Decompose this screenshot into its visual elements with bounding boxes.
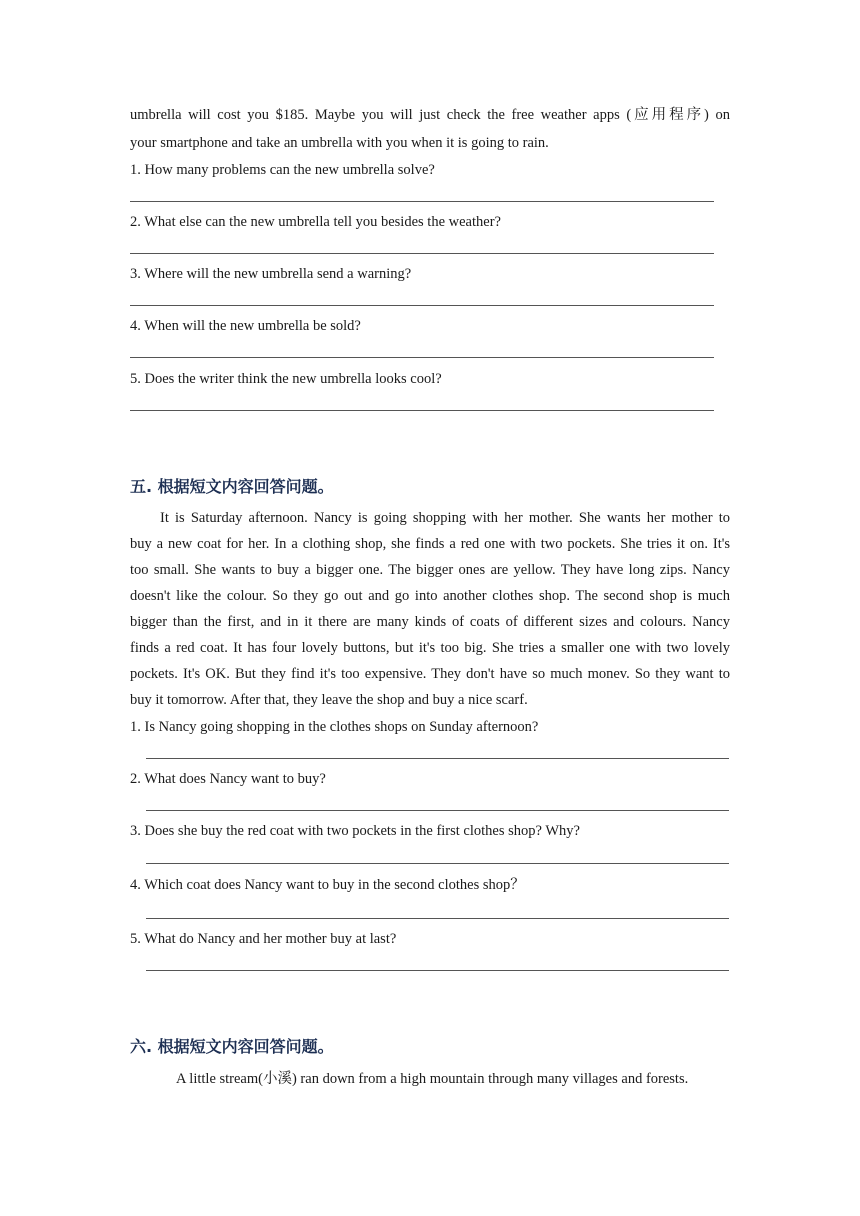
s4-answer-line-4[interactable] [130,357,714,358]
s4-answer-line-2[interactable] [130,253,714,254]
intro-line-2: your smartphone and take an umbrella with you when it is going to rain. [130,135,549,151]
s5-question-3: 3. Does she buy the red coat with two pockets in the first clothes shop? Why? [130,823,580,839]
s4-question-3: 3. Where will the new umbrella send a warning? [130,266,412,282]
s5-question-5: 5. What do Nancy and her mother buy at last? [130,931,397,947]
s5-answer-line-4[interactable] [146,918,729,919]
s5-passage-line-5: bigger than the first, and in it there are many kinds of coats of different sizes and colours. Nancy [130,614,730,630]
s4-question-5: 5. Does the writer think the new umbrella looks cool? [130,371,442,387]
s4-answer-line-3[interactable] [130,305,714,306]
s5-answer-line-3[interactable] [146,863,729,864]
s5-passage-line-3: too small. She wants to buy a bigger one. The bigger ones are yellow. They have long zips. Nancy [130,562,730,578]
s5-passage-line-2: buy a new coat for her. In a clothing shop, she finds a red one with two pockets. She tries it on. It's [130,536,730,552]
s4-answer-line-5[interactable] [130,410,714,411]
section-5-heading: 五. 根据短文内容回答问题。 [130,477,334,496]
section-6-heading: 六. 根据短文内容回答问题。 [130,1037,334,1056]
s5-answer-line-5[interactable] [146,970,729,971]
s5-answer-line-2[interactable] [146,810,729,811]
s4-question-4: 4. When will the new umbrella be sold? [130,318,361,334]
s5-passage-line-4: doesn't like the colour. So they go out and go into another clothes shop. The second shop is much [130,588,730,604]
s5-question-1: 1. Is Nancy going shopping in the clothes shops on Sunday afternoon? [130,719,539,735]
s5-passage-line-6: finds a red coat. It has four lovely buttons, but it's too big. She tries a smaller one with two lovely [130,640,730,656]
s4-question-1: 1. How many problems can the new umbrella solve? [130,162,435,178]
s4-answer-line-1[interactable] [130,201,714,202]
intro-line-1: umbrella will cost you $185. Maybe you will just check the free weather apps (应用程序) on [130,107,730,123]
s5-answer-line-1[interactable] [146,758,729,759]
s4-question-2: 2. What else can the new umbrella tell you besides the weather? [130,214,501,230]
s5-passage-line-8: buy it tomorrow. After that, they leave the shop and buy a nice scarf. [130,692,528,708]
s5-passage-line-7: pockets. It's OK. But they find it's too expensive. They don't have so much monev. So they want to [130,666,730,682]
s5-question-4: 4. Which coat does Nancy want to buy in the second clothes shop？ [130,877,525,893]
s5-passage-line-1: It is Saturday afternoon. Nancy is going shopping with her mother. She wants her mother to [160,510,730,526]
s6-passage-line-1: A little stream(小溪) ran down from a high mountain through many villages and forests. [176,1071,689,1087]
s5-question-2: 2. What does Nancy want to buy? [130,771,326,787]
